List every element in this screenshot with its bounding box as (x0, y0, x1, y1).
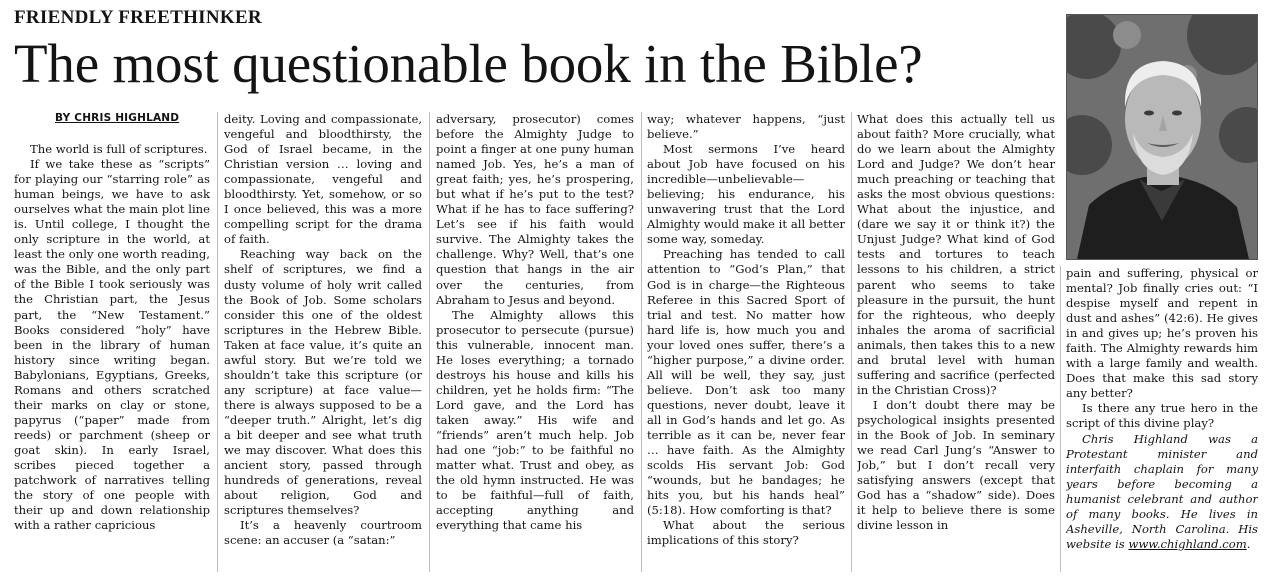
article-column-5 (857, 112, 1055, 574)
article-headline: The most questionable book in the Bible? (14, 33, 923, 94)
section-kicker: FRIENDLY FREETHINKER (14, 7, 262, 28)
column-rule (1060, 266, 1061, 572)
paragraph: Preaching has tended to call attention to “God’s Plan,” that God is in charge—the Righteous Referee in this Sacred Sport of trial and test. No matter how hard life is, how much you and your loved ones suffer, there’s a “higher purpose,” a divine order. All will be well, they say, just believe. Don’t ask too many questions, never doubt, leave it all in God’s hands and let go. As terrible as it can be, never fear … have faith. As the Almighty scolds His servant Job: God “wounds, but he bandages; he hits you, but his hands heal” (5:18). How comforting is that? (647, 247, 845, 518)
paragraph: Most sermons I’ve heard about Job have focused on his incredible—unbelievable—believing; his endurance, his unwavering trust that the Lord Almighty would make it all better some way, someday. (647, 142, 845, 247)
author-bio (1066, 432, 1258, 552)
article-column-3 (436, 112, 634, 574)
author-website-link[interactable]: www.chighland.com (1128, 536, 1247, 551)
author-portrait-image (1067, 15, 1257, 259)
paragraph: pain and suffering, physical or mental? Job finally cries out: “I despise myself and repent in dust and ashes” (42:6). He gives in and gives up; he’s proven his faith. The Almighty rewards him with a large family and wealth. Does that make this sad story any better? (1066, 266, 1258, 401)
paragraph: It’s a heavenly courtroom scene: an accuser (a “satan:” (224, 518, 422, 548)
author-photo (1066, 14, 1258, 260)
paragraph: way; whatever happens, “just believe.” (647, 112, 845, 142)
article-column-1 (14, 142, 210, 574)
article-column-4 (647, 112, 845, 574)
author-bio-end: . (1246, 536, 1251, 551)
paragraph: What about the serious implications of this story? (647, 518, 845, 548)
paragraph: The world is full of scriptures. (30, 142, 208, 156)
paragraph: adversary, prosecutor) comes before the Almighty Judge to point a finger at one puny human named Job. Yes, he’s a man of great faith; yes, he’s prospering, but what if he’s put to the test? What if he has to face suffering? Let’s see if his faith would survive. The Almighty takes the challenge. Why? Well, that’s one question that hangs in the air over the centuries, from Abraham to Jesus and beyond. (436, 112, 634, 307)
paragraph: Is there any true hero in the script of this divine play? (1066, 401, 1258, 431)
column-rule (851, 112, 852, 572)
author-bio-text: Chris Highland was a Protestant minister and interfaith chaplain for many years before becoming a humanist celebrant and author of many books. He lives in Asheville, North Carolina. His website is (1066, 431, 1258, 551)
column-rule (641, 112, 642, 572)
column-rule (429, 112, 430, 572)
article-column-6 (1066, 266, 1258, 574)
paragraph: The Almighty allows this prosecutor to persecute (pursue) this vulnerable, innocent man. He loses everything; a tornado destroys his house and kills his children, yet he holds firm: “The Lord gave, and the Lord has taken away.” His wife and “friends” aren’t much help. Job had one “job:” to be faithful no matter what. Trust and obey, as the old hymn instructed. He was to be faithful—full of faith, accepting anything and everything that came his (436, 307, 634, 533)
column-rule (217, 112, 218, 572)
article-column-2 (224, 112, 422, 574)
paragraph: I don’t doubt there may be psychological insights presented in the Book of Job. In seminary we read Carl Jung’s “Answer to Job,” but I don’t recall very satisfying answers (except that God has a “shadow” side). Does it help to believe there is some divine lesson in (857, 397, 1055, 533)
paragraph: deity. Loving and compassionate, vengeful and bloodthirsty, the God of Israel became, in the Christian version … loving and compassionate, vengeful and bloodthirsty. Yet, somehow, or so I once believed, this was a more compelling script for the drama of faith. (224, 112, 422, 247)
paragraph: What does this actually tell us about faith? More crucially, what do we learn about the Almighty Lord and Judge? We don’t hear much preaching or teaching that asks the most obvious questions: What about the injustice, and (dare we say it or think it?) the Unjust Judge? What kind of God tests and tortures to teach lessons to his children, a strict parent who seems to take pleasure in the pursuit, the hunt for the righteous, who deeply inhales the aroma of sacrificial animals, then takes this to a new and brutal level with human suffering and sacrifice (perfected in the Christian Cross)? (857, 112, 1055, 397)
paragraph: Reaching way back on the shelf of scriptures, we find a dusty volume of holy writ called the Book of Job. Some scholars consider this one of the oldest scriptures in the Hebrew Bible. Taken at face value, it’s quite an awful story. But we’re told we shouldn’t take this scripture (or any scripture) at face value—there is always supposed to be a “deeper truth.” Alright, let’s dig a bit deeper and see what truth we may discover. What does this ancient story, passed through hundreds of generations, reveal about religion, God and scriptures themselves? (224, 247, 422, 518)
paragraph: If we take these as “scripts” for playing our “starring role” as human beings, we have to ask ourselves what the main plot line is. Until college, I thought the only scripture in the world, at least the only one worth reading, was the Bible, and the only part of the Bible I took seriously was the Christian part, the Jesus part, the “New Testament.” Books considered “holy” have been in the library of human history since writing began. Babylonians, Egyptians, Greeks, Romans and others scratched their marks on clay or stone, papyrus (“paper” made from reeds) or parchment (sheep or goat skin). In early Israel, scribes pieced together a patchwork of narratives telling the story of one people with their up and down relationship with a rather capricious (14, 157, 210, 533)
author-byline: BY CHRIS HIGHLAND (55, 112, 180, 124)
